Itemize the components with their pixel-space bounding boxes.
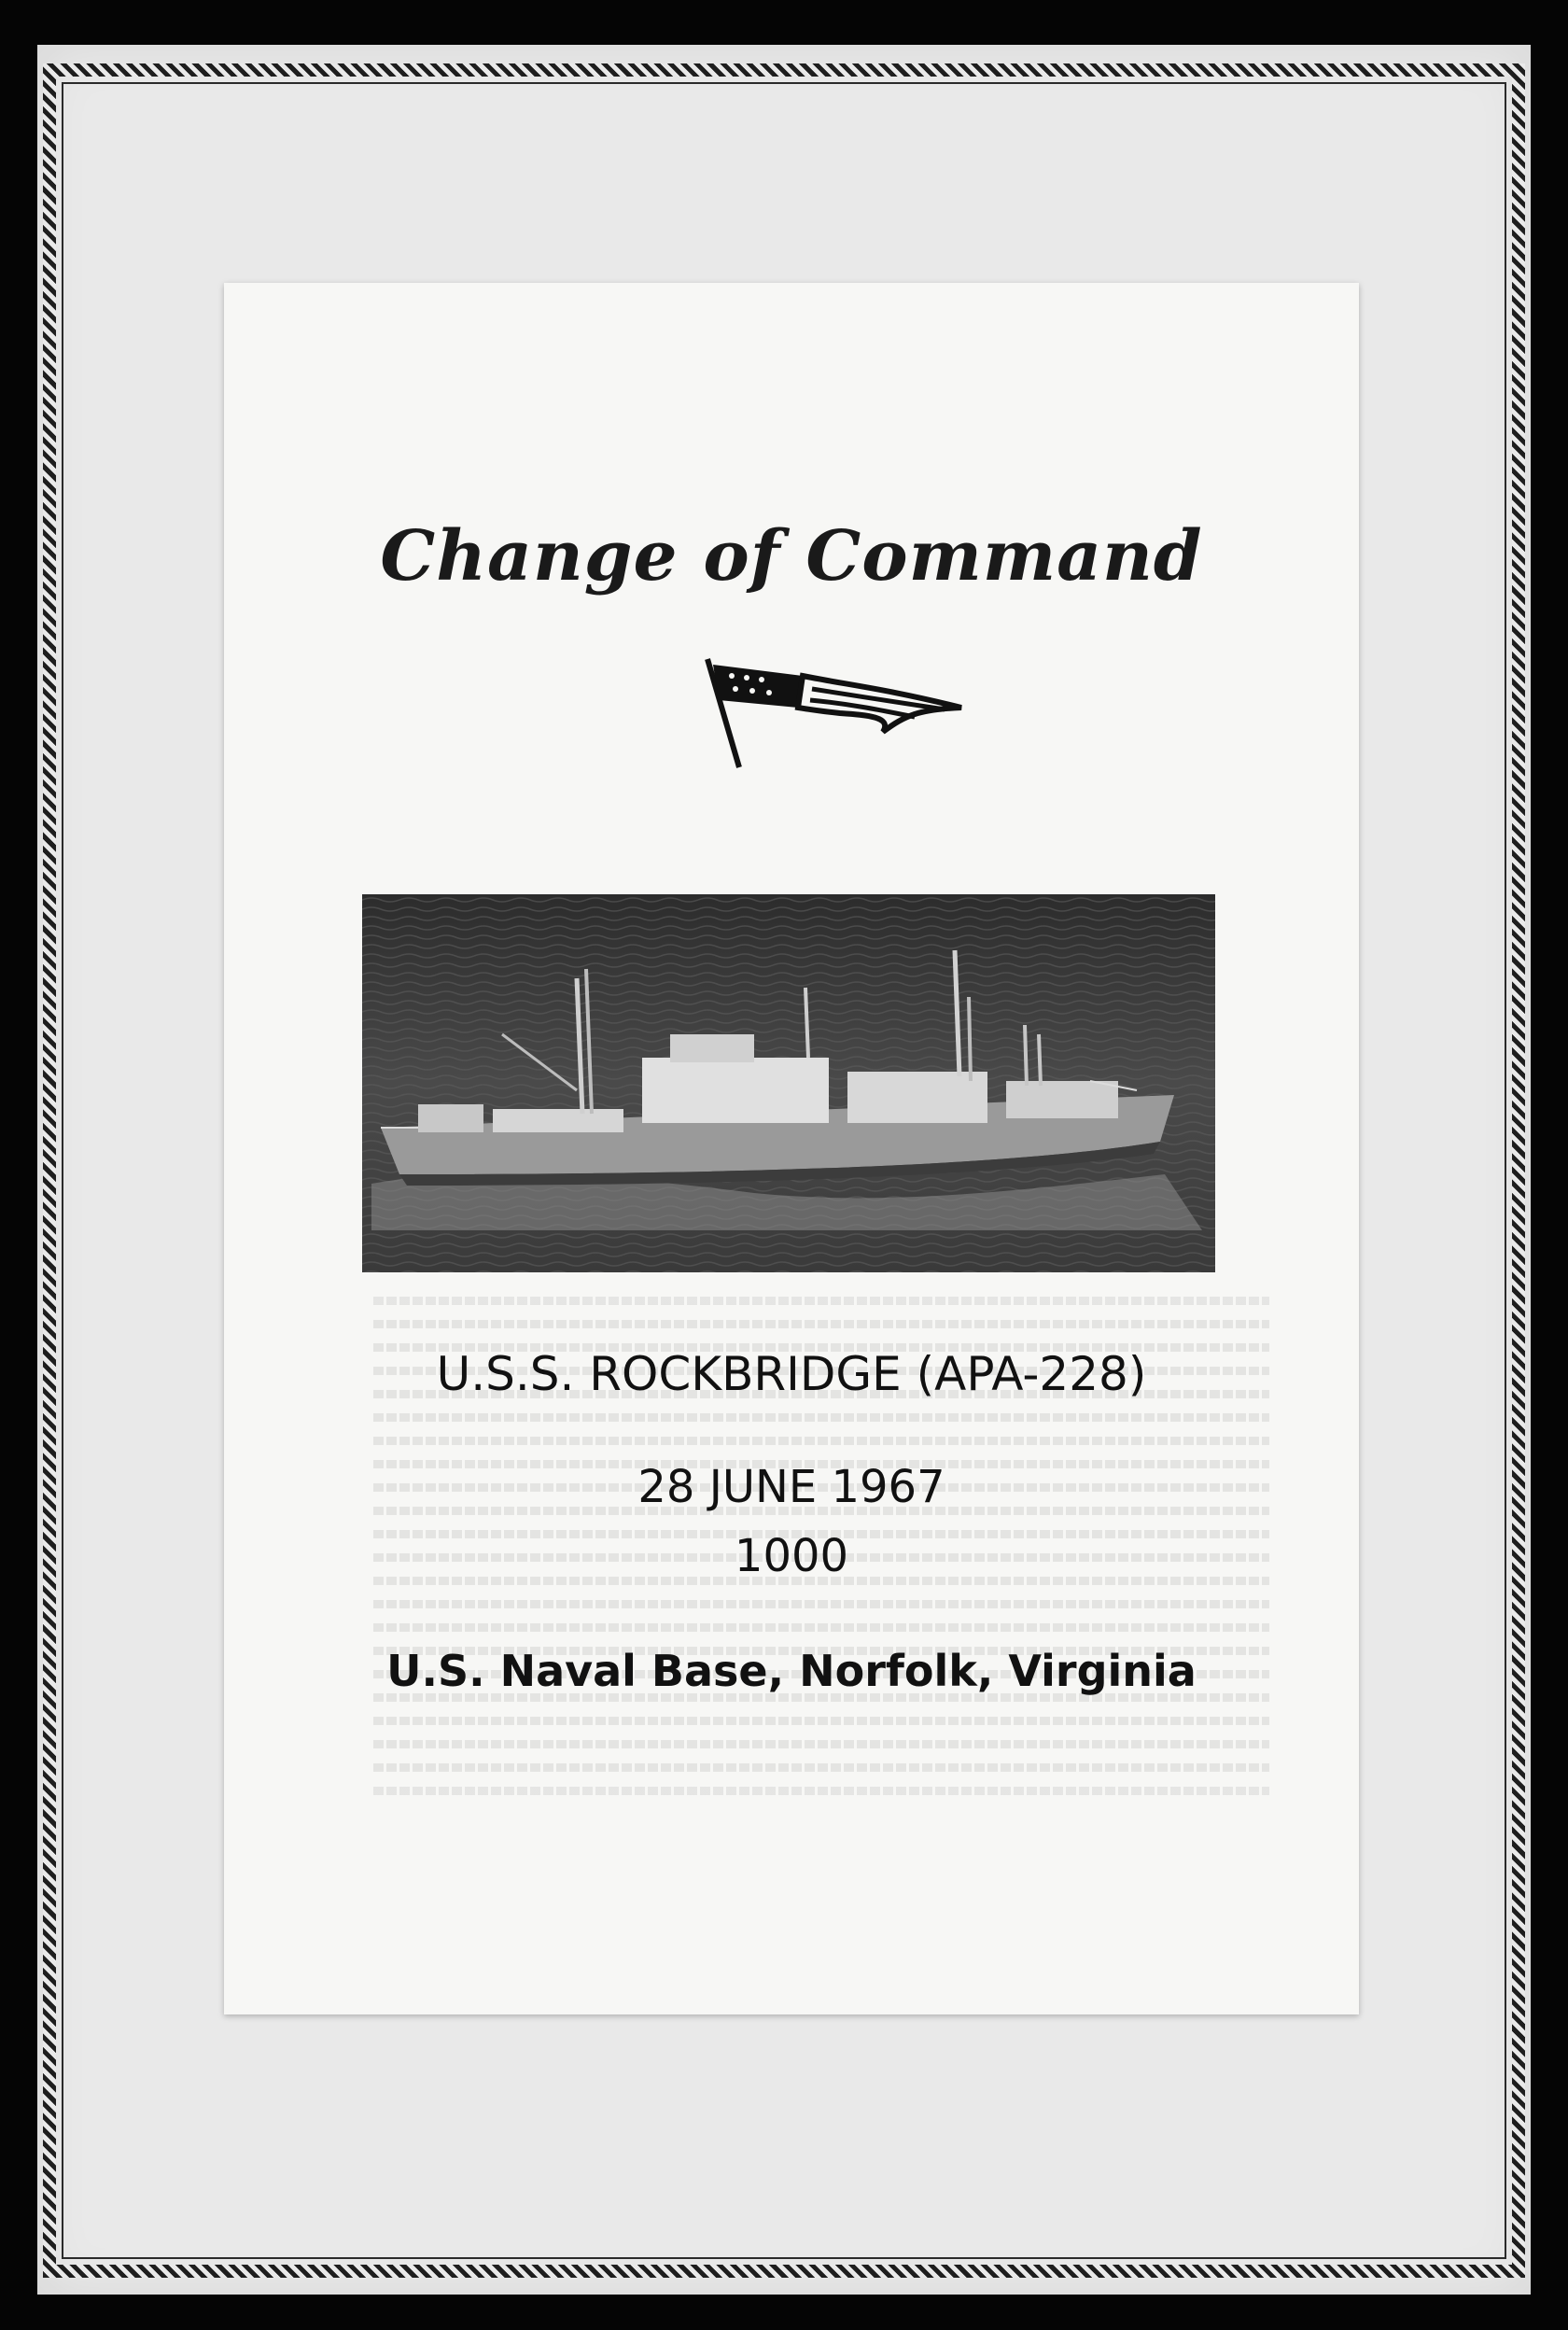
ship-photograph	[362, 894, 1215, 1272]
ceremony-location: U.S. Naval Base, Norfolk, Virginia	[386, 1646, 1197, 1696]
commission-pennant-icon	[700, 652, 980, 773]
program-sheet	[224, 283, 1359, 2014]
ceremony-date: 28 JUNE 1967	[637, 1461, 945, 1513]
ceremony-time: 1000	[734, 1530, 849, 1582]
ship-name: U.S.S. ROCKBRIDGE (APA-228)	[436, 1347, 1147, 1401]
album-page	[37, 45, 1531, 2295]
program-title: Change of Command	[380, 516, 1203, 597]
